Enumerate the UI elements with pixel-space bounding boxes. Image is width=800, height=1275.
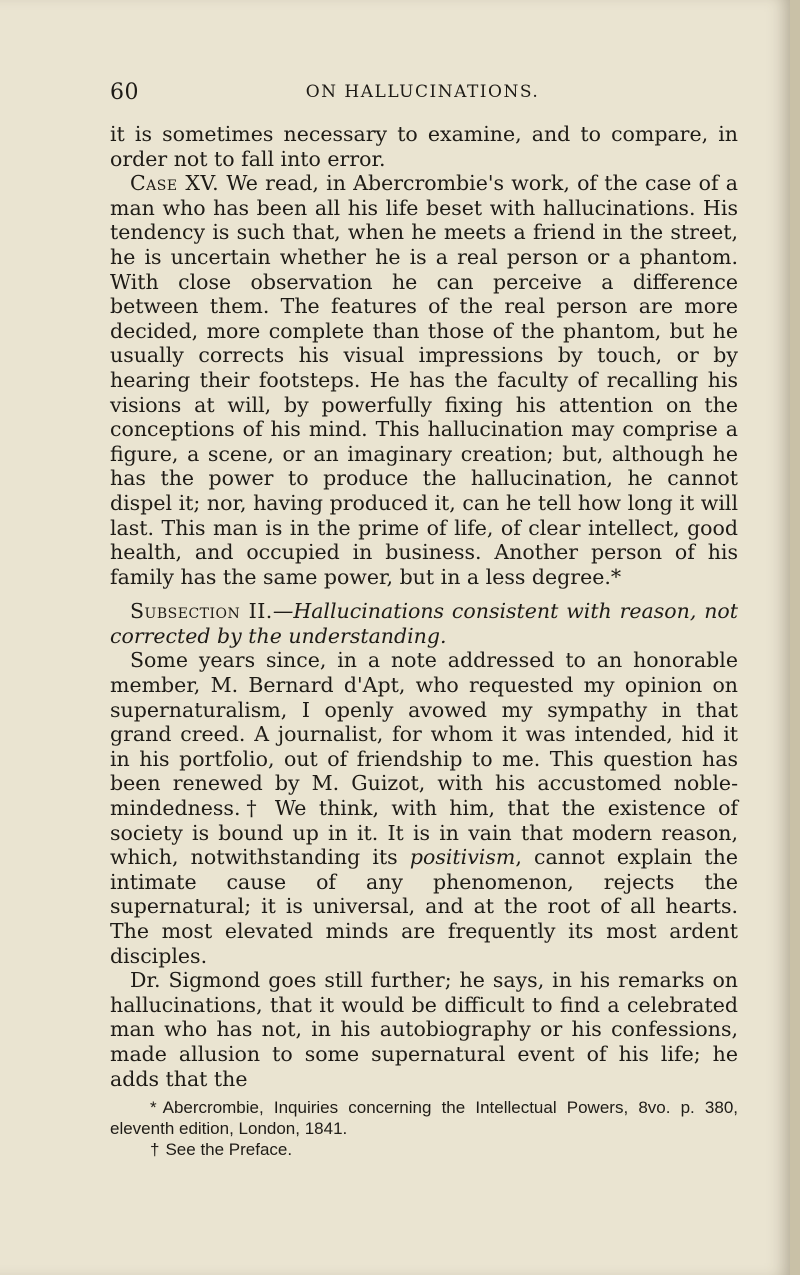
paragraph-continuation: it is sometimes necessary to examine, and to compare, in order not to fall into error. bbox=[110, 122, 738, 171]
footnote-mark: * bbox=[150, 1098, 157, 1117]
footnote-mark: † bbox=[150, 1140, 160, 1159]
subsection-label: Subsection II. bbox=[130, 599, 273, 624]
paragraph-sigmond: Dr. Sigmond goes still further; he says, in his remarks on hallucinations, that it would be difficult to find a celebrated man who has not, in his autobiography or his confessions, made allusion to some supernatural event of his life; he adds that the bbox=[110, 968, 738, 1091]
footnote-text: Abercrombie, Inquiries concerning the Intellectual Powers, 8vo. p. 380, eleventh edition, London, 1841. bbox=[110, 1098, 738, 1138]
case-label: Case XV. bbox=[130, 171, 220, 196]
subsection-heading bbox=[110, 599, 738, 648]
footnote bbox=[110, 1097, 738, 1139]
subsection-title: —Hallucinations consistent with reason, not corrected by the understanding. bbox=[110, 599, 738, 648]
paragraph-supernaturalism bbox=[110, 648, 738, 968]
italic-term: positivism bbox=[409, 845, 516, 870]
footnotes bbox=[110, 1097, 738, 1160]
page-number: 60 bbox=[110, 80, 139, 105]
footnote bbox=[110, 1139, 738, 1160]
running-title: ON HALLUCINATIONS. bbox=[305, 82, 540, 102]
footnote-text: See the Preface. bbox=[165, 1140, 293, 1159]
paragraph-text: Some years since, in a note addressed to an honorable member, M. Bernard d'Apt, who requested my opinion on supernaturalism, I openly avowed my sympathy in that grand creed. A journalist, for whom it was intended, hid it in his portfolio, out of friendship to me. This question has been renewed by M. Guizot, with his accustomed noble-mindedness.† We think, with him, that the existence of society is bound up in it. It is in vain that modern reason, which, notwithstanding its bbox=[110, 648, 738, 870]
paragraph-text-end: , cannot explain the intimate cause of any phenomenon, rejects the supernatural; it is universal, and at the root of all hearts. The most elevated minds are frequently its most ardent disciples. bbox=[110, 845, 739, 968]
paragraph-case-xv bbox=[110, 171, 738, 589]
page-header bbox=[110, 80, 735, 110]
case-text: We read, in Abercrombie's work, of the case of a man who has been all his life beset with hallucinations. His tendency is such that, when he meets a friend in the street, he is uncertain whether he is a real person or a phantom. With close observation he can perceive a difference between them. The features of the real person are more decided, more complete than those of the phantom, but he usually corrects his visual impressions by touch, or by hearing their footsteps. He has the faculty of recalling his visions at will, by powerfully fixing his attention on the conceptions of his mind. This hallucination may comprise a figure, a scene, or an imaginary creation; but, although he has the power to produce the hallucination, he cannot dispel it; nor, having produced it, can he tell how long it will last. This man is in the prime of life, of clear intellect, good health, and occupied in business. Another person of his family has the same power, but in a less degree.* bbox=[110, 171, 738, 589]
body-text bbox=[110, 122, 738, 1091]
